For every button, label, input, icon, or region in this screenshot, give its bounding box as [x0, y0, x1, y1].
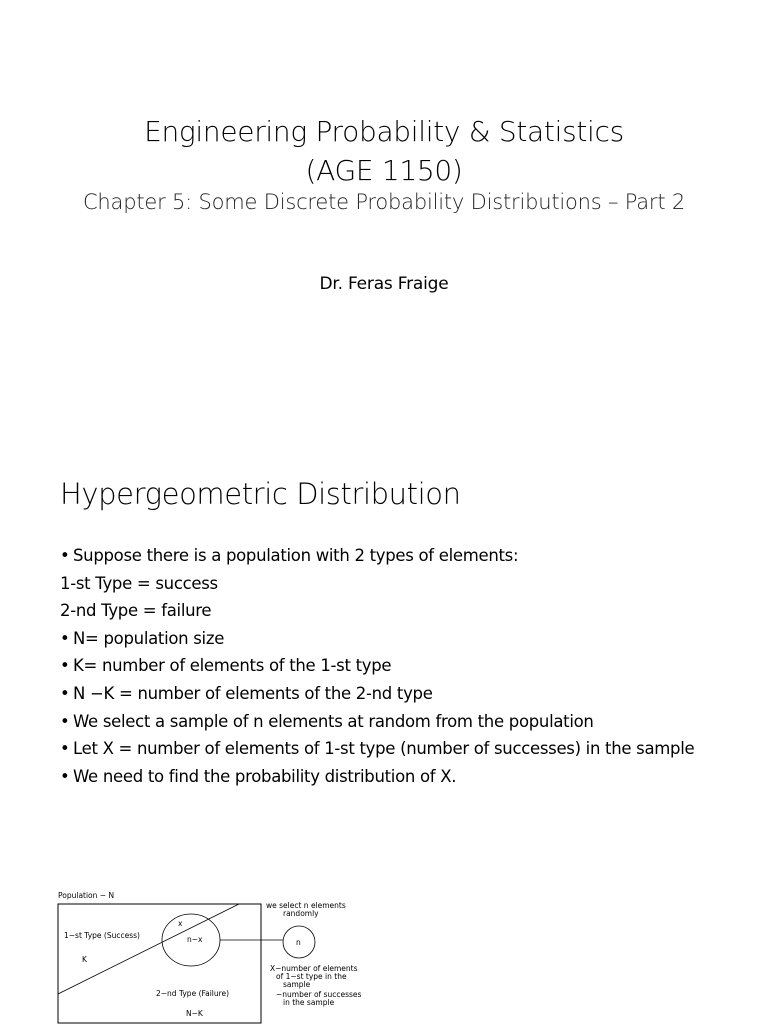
population-diagram	[54, 884, 384, 1024]
x-label: x	[178, 919, 183, 928]
n-minus-k-label: N−K	[186, 1009, 203, 1018]
title-line-1: Engineering Probability & Statistics	[144, 115, 624, 148]
author: Dr. Feras Fraige	[319, 274, 449, 294]
x-desc-4: −number of successes	[276, 990, 362, 999]
x-desc-5: in the sample	[283, 998, 335, 1007]
slide-heading: Hypergeometric Distribution	[60, 477, 461, 511]
bullet-list	[60, 545, 710, 793]
select-note-1: we select n elements	[266, 901, 346, 910]
bullet-item: • N= population size	[60, 628, 710, 650]
subtitle: Chapter 5: Some Discrete Probability Distributions – Part 2	[82, 190, 686, 214]
x-desc-2: of 1−st type in the	[276, 972, 347, 981]
second-type-label: 2−nd Type (Failure)	[156, 989, 230, 998]
k-label: K	[82, 955, 87, 964]
bullet-item: • Let X = number of elements of 1-st type (number of successes) in the sample	[60, 738, 710, 760]
population-box	[58, 904, 261, 1023]
list-line: 1-st Type = success	[60, 573, 218, 593]
title-line-2: (AGE 1150)	[305, 154, 463, 187]
list-line: 2-nd Type = failure	[60, 601, 212, 621]
x-desc-1: X−number of elements	[270, 964, 358, 973]
divider-line	[58, 904, 239, 994]
n-label: n	[296, 938, 301, 947]
bullet-item: • We need to find the probability distribution of X.	[60, 766, 710, 788]
bullet-item: • K= number of elements of the 1-st type	[60, 655, 710, 677]
title-slide	[0, 0, 768, 432]
first-type-label: 1−st Type (Success)	[64, 931, 140, 940]
bullet-item: • N −K = number of elements of the 2-nd type	[60, 683, 710, 705]
x-desc-3: sample	[283, 980, 311, 989]
bullet-item: • Suppose there is a population with 2 types of elements:	[60, 545, 710, 567]
bullet-item: • We select a sample of n elements at random from the population	[60, 711, 710, 733]
select-note-2: randomly	[283, 909, 319, 918]
n-minus-x-label: n−x	[187, 935, 203, 944]
content-slide	[0, 432, 768, 1024]
population-label: Population − N	[58, 891, 115, 900]
